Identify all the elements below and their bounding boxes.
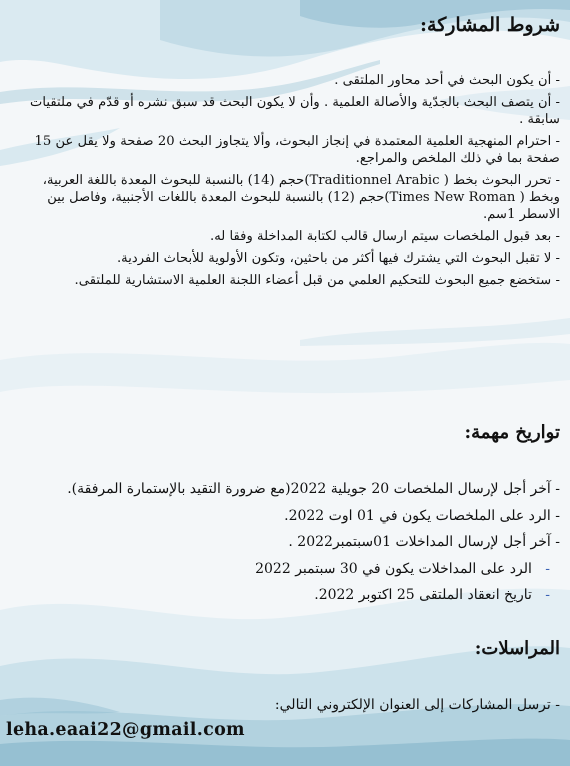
correspondence-heading: المراسلات: bbox=[474, 638, 560, 659]
condition-item: - أن يكون البحث في أحد محاور الملتقى . bbox=[8, 72, 560, 89]
condition-item: - بعد قبول الملخصات سيتم ارسال قالب لكتابة المداخلة وفقا له. bbox=[8, 228, 560, 245]
condition-item: - احترام المنهجية العلمية المعتمدة في إنجاز البحوث، وألا يتجاوز البحث 20 صفحة ولا يقل عن 15 صفحة بما في ذلك الملخص والمراجع. bbox=[8, 133, 560, 167]
contact-email[interactable]: leha.eaai22@gmail.com bbox=[6, 720, 245, 740]
dates-heading: تواريخ مهمة: bbox=[464, 422, 560, 443]
condition-item: - ستخضع جميع البحوث للتحكيم العلمي من قبل أعضاء اللجنة العلمية الاستشارية للملتقى. bbox=[8, 272, 560, 289]
date-item: - آخر أجل لإرسال الملخصات 20 جويلية 2022(مع ضرورة التقيد بالإستمارة المرفقة). bbox=[8, 480, 560, 498]
date-item: - الرد على الملخصات يكون في 01 اوت 2022. bbox=[8, 507, 560, 525]
dates-list bbox=[8, 480, 560, 613]
conditions-list bbox=[8, 72, 560, 294]
date-item: - الرد على المداخلات يكون في 30 سبتمبر 2022 bbox=[8, 560, 560, 578]
correspondence-list bbox=[8, 696, 560, 714]
condition-item: - لا تقبل البحوث التي يشترك فيها أكثر من باحثين، وتكون الأولوية للأبحاث الفردية. bbox=[8, 250, 560, 267]
conditions-heading: شروط المشاركة: bbox=[420, 14, 560, 36]
condition-item: - تحرر البحوث بخط ( Traditionnel Arabic)حجم (14) بالنسبة للبحوث المعدة باللغة العربية، وبخط ( Times New Roman)حجم (12) بالنسبة للبحوث المعدة باللغات الأجنبية، وفاصل بين الاسطر 1سم. bbox=[8, 172, 560, 223]
date-item: - آخر أجل لإرسال المداخلات 01سبتمبر2022 . bbox=[8, 533, 560, 551]
date-item: - تاريخ انعقاد الملتقى 25 اكتوبر 2022. bbox=[8, 586, 560, 604]
condition-item: - أن يتصف البحث بالجدّية والأصالة العلمية . وأن لا يكون البحث قد سبق نشره أو قدّم في ملتقيات سابقة . bbox=[8, 94, 560, 128]
correspondence-text: - ترسل المشاركات إلى العنوان الإلكتروني التالي: bbox=[8, 696, 560, 714]
